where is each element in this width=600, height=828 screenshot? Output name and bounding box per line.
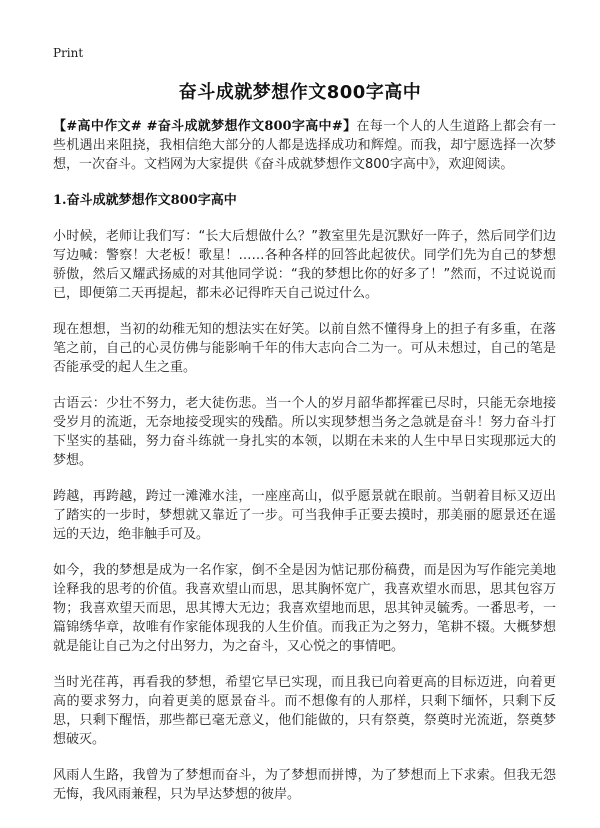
article-body: [53, 117, 556, 821]
intro-tag: 【#高中作文# #奋斗成就梦想作文800字高中#】: [53, 119, 357, 134]
body-paragraph: 当时光荏苒，再看我的梦想，希望它早已实现，而且我已向着更高的目标迈进，向着更高的要求努力，向着更美的愿景奋斗。而不想像有的人那样，只剩下缅怀，只剩下反思，只剩下醒悟，那些都已毫无意义，他们能做的，只有祭奠，祭奠时光流逝，祭奠梦想破灭。: [53, 675, 556, 747]
print-link[interactable]: Print: [53, 46, 84, 60]
body-paragraph: 现在想想，当初的幼稚无知的想法实在好笑。以前自然不懂得身上的担子有多重，在落笔之前，自己的心灵仿佛与能影响千年的伟大志向合二为一。可从未想过，自己的笔是否能承受的起人生之重。: [53, 322, 556, 375]
body-paragraph: 古语云：少壮不努力，老大徒伤悲。当一个人的岁月韶华都挥霍已尽时，只能无奈地接受岁月的流逝，无奈地接受现实的残酷。所以实现梦想当务之急就是奋斗！努力奋斗打下坚实的基础，努力奋斗练就一身扎实的本领，以期在未来的人生中早日实现那远大的梦想。: [53, 396, 556, 468]
intro-paragraph: [53, 117, 556, 174]
page-title: 奋斗成就梦想作文800字高中: [178, 82, 422, 103]
body-paragraph: 如今，我的梦想是成为一名作家，倒不全是因为惦记那份稿费，而是因为写作能完美地诠释我的思考的价值。我喜欢望山而思，思其胸怀宽广，我喜欢望水而思，思其包容万物；我喜欢望天而思，思其博大无边；我喜欢望地而思，思其钟灵毓秀。一番思考，一篇锦绣华章，故唯有作家能体现我的人生价值。而我正为之努力，笔耕不辍。大概梦想就是能让自己为之付出努力，为之奋斗，又心悦之的事情吧。: [53, 563, 556, 654]
intro-text: 在每一个人的人生道路上都会有一些机遇出来阻挠，我相信绝大部分的人都是选择成功和辉煌。而我，却宁愿选择一次梦想，一次奋斗。文档网为大家提供《奋斗成就梦想作文800字高中》，欢迎阅读。: [53, 119, 556, 172]
body-paragraph: 风雨人生路，我曾为了梦想而奋斗，为了梦想而拼博，为了梦想而上下求索。但我无怨无悔，我风雨兼程，只为早达梦想的彼岸。: [53, 768, 556, 802]
section-heading: 1.奋斗成就梦想作文800字高中: [53, 193, 237, 208]
body-paragraph: 小时候，老师让我们写：“长大后想做什么？”教室里先是沉默好一阵子，然后同学们边写边喊：警察！大老板！歌星！……各种各样的回答此起彼伏。同学们先为自己的梦想骄傲，然后又耀武扬威的对其他同学说：“我的梦想比你的好多了！”然而，不过说说而已，即便第二天再提起，都未必记得昨天自己说过什么。: [53, 229, 556, 301]
body-paragraph: 跨越，再跨越，跨过一滩滩水洼，一座座高山，似乎愿景就在眼前。当朝着目标又迈出了踏实的一步时，梦想就又靠近了一步。可当我伸手正要去摸时，那美丽的愿景还在遥远的天边，绝非触手可及。: [53, 489, 556, 542]
